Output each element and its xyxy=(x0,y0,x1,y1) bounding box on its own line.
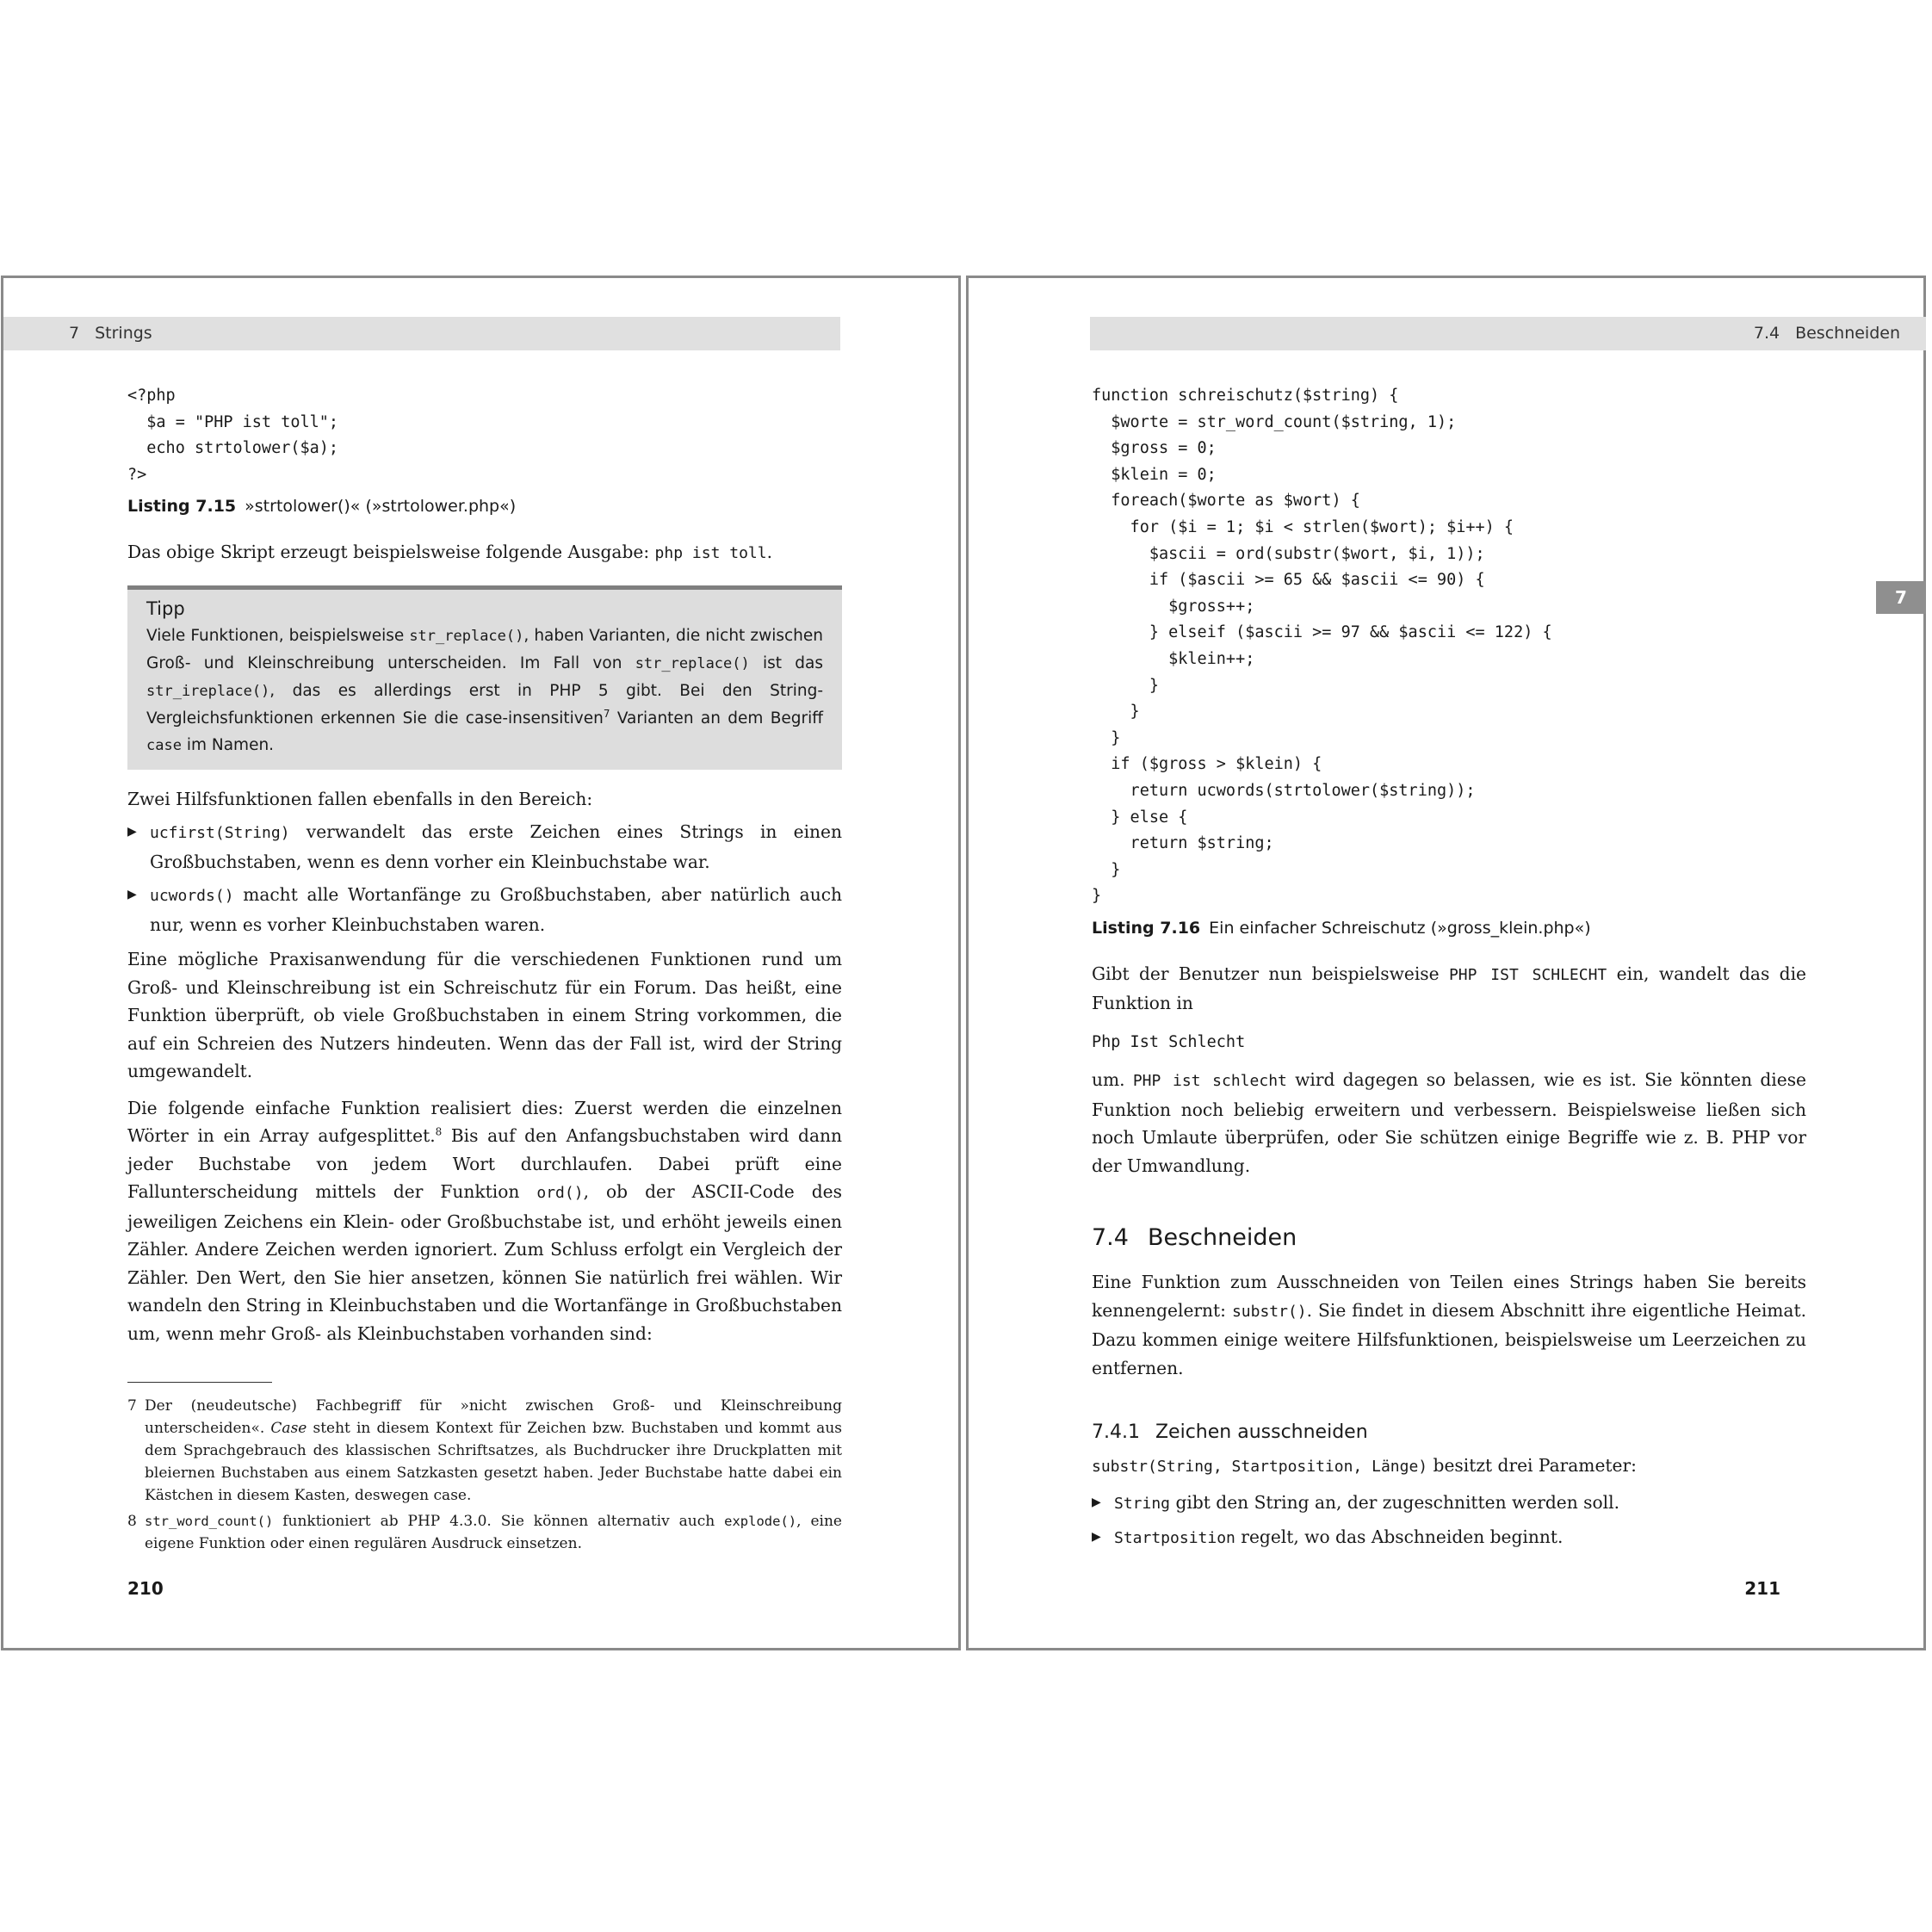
listing-label: Listing 7.16 xyxy=(1092,918,1201,938)
footnote-emphasis: Case xyxy=(270,1420,307,1437)
bullet-arrow-icon: ▶ xyxy=(127,825,137,839)
inline-code: ucwords() xyxy=(150,887,234,906)
footnote-8 xyxy=(127,1510,842,1555)
section-heading xyxy=(1092,1224,1806,1251)
code-listing-7-15: <?php $a = "PHP ist toll"; echo strtolower($a); ?> xyxy=(127,387,339,484)
chapter-title: Strings xyxy=(95,324,152,343)
listing-text: »strtolower()« (»strtolower.php«) xyxy=(245,497,517,517)
list-item-text: regelt, wo das Abschneiden beginnt. xyxy=(1235,1526,1564,1548)
footnotes xyxy=(127,1382,842,1555)
list-item xyxy=(1092,1489,1806,1519)
footnote-rule xyxy=(127,1382,272,1383)
paragraph-text: um. xyxy=(1092,1069,1133,1091)
inline-code: substr() xyxy=(1231,1302,1307,1321)
paragraph-text: Gibt der Benutzer nun beispielsweise xyxy=(1092,963,1449,984)
inline-code: str_replace() xyxy=(409,627,524,645)
right-page xyxy=(966,276,1926,1650)
tip-title: Tipp xyxy=(146,598,185,619)
left-content xyxy=(127,383,842,1347)
listing-caption-7-15 xyxy=(127,497,842,516)
subsection-heading xyxy=(1092,1421,1806,1443)
list-item-text: verwandelt das erste Zeichen eines Strings in einen Großbuchstaben, wenn es denn vorher ein Kleinbuchstabe war. xyxy=(150,821,842,872)
paragraph-praxis: Eine mögliche Praxisanwendung für die verschiedenen Funktionen rund um Groß- und Kleinschreibung ist ein Schreischutz für ein Forum. Das heißt, eine Funktion überprüft, ob viele Großbuchstaben in einem String vorkommen, die auf ein Schreien des Nutzers hindeuten. Wenn das der Fall ist, wird der String umgewandelt. xyxy=(127,949,842,1082)
paragraph-text: Das obige Skript erzeugt beispielsweise folgende Ausgabe: xyxy=(127,542,655,563)
footnote-text: Der (neudeutsche) Fachbegriff für »nicht zwischen Groß- und Kleinschreibung unterscheiden«. xyxy=(145,1397,842,1437)
tip-text-part: im Namen. xyxy=(181,735,275,754)
footnote-ref[interactable]: 8 xyxy=(435,1125,443,1138)
tip-text-part: , haben Varianten, die nicht zwischen Groß- und Kleinschreibung unterscheiden. Im Fall von xyxy=(146,626,823,672)
footnote-text: , eine eigene Funktion oder einen regulären Ausdruck einsetzen. xyxy=(145,1513,842,1552)
inline-code: String xyxy=(1114,1494,1171,1513)
inline-code: str_ireplace() xyxy=(146,682,270,700)
heading-title: Beschneiden xyxy=(1147,1224,1297,1252)
paragraph-text: ein, wandelt das die Funktion in xyxy=(1092,963,1807,1014)
list-item xyxy=(127,818,842,876)
inline-code: Startposition xyxy=(1114,1529,1235,1548)
right-content xyxy=(1092,383,1806,1560)
code-output: Php Ist Schlecht xyxy=(1092,1032,1246,1051)
bullet-list-left xyxy=(127,818,842,938)
inline-code: explode() xyxy=(724,1514,797,1529)
left-page xyxy=(1,276,961,1650)
inline-code: PHP IST SCHLECHT xyxy=(1448,965,1607,984)
inline-code: case xyxy=(146,736,182,754)
inline-code: substr(String, Startposition, Länge) xyxy=(1092,1458,1428,1477)
heading-number: 7.4.1 xyxy=(1092,1421,1140,1444)
chapter-thumb-tab: 7 xyxy=(1876,581,1926,614)
paragraph-substr xyxy=(1092,1452,1806,1482)
list-item xyxy=(127,881,842,938)
paragraph-um xyxy=(1092,1066,1806,1180)
paragraph-text: Eine Funktion zum Ausschneiden von Teilen eines Strings haben Sie bereits kennengelernt: xyxy=(1092,1272,1806,1321)
tip-text-part: ist das xyxy=(749,653,823,672)
tip-box xyxy=(127,585,842,770)
inline-code: str_word_count() xyxy=(145,1514,274,1529)
heading-title: Zeichen ausschneiden xyxy=(1155,1421,1368,1444)
footnote-ref[interactable]: 7 xyxy=(603,707,610,720)
tip-text xyxy=(146,622,823,759)
footnote-text: funktioniert ab PHP 4.3.0. Sie können alternativ auch xyxy=(273,1513,725,1530)
footnote-text: steht in diesem Kontext für Zeichen bzw. Buchstaben und kommt aus dem Sprachgebrauch des klassischen Schriftsatzes, als Buchdrucker ihre Druckplatten mit bleiernen Buchstaben aus einem Satzkasten gesetzt haben. Jeder Buchstabe hatte dabei ein Kästchen in diesem Kasten, deswegen case. xyxy=(145,1420,842,1504)
running-head-left xyxy=(3,317,840,350)
heading-number: 7.4 xyxy=(1092,1224,1129,1252)
paragraph-text: . xyxy=(766,542,773,563)
list-item-text: gibt den String an, der zugeschnitten werden soll. xyxy=(1170,1491,1619,1513)
paragraph-text: . Sie findet in diesem Abschnitt ihre eigentliche Heimat. Dazu kommen einige weitere Hilfsfunktionen, beispielsweise um Leerzeichen zu entfernen. xyxy=(1092,1299,1806,1378)
inline-code: php ist toll xyxy=(654,544,767,563)
inline-code: str_replace() xyxy=(635,654,750,672)
footnote-number: 7 xyxy=(127,1397,137,1415)
paragraph-section xyxy=(1092,1268,1806,1382)
paragraph-helpers: Zwei Hilfsfunktionen fallen ebenfalls in den Bereich: xyxy=(127,788,593,809)
listing-label: Listing 7.15 xyxy=(127,497,237,517)
inline-code: ucfirst(String) xyxy=(150,824,290,843)
page-number-right: 211 xyxy=(1744,1578,1780,1599)
paragraph-function xyxy=(127,1094,842,1348)
bullet-list-right xyxy=(1092,1489,1806,1553)
paragraph-input xyxy=(1092,960,1806,1018)
bullet-arrow-icon: ▶ xyxy=(1092,1495,1101,1509)
tip-text-part: Viele Funktionen, beispielsweise xyxy=(146,626,410,645)
paragraph-text: wird dagegen so belassen, wie es ist. Sie könnten diese Funktion noch beliebig erweitern und verbessern. Beispielsweise ließen sich noch Umlaute überprüfen, oder Sie schützen einige Begriffe wie z. B. PHP vor der Umwandlung. xyxy=(1092,1069,1806,1176)
bullet-arrow-icon: ▶ xyxy=(127,888,137,902)
paragraph-text: , ob der ASCII-Code des jeweiligen Zeichens ein Klein- oder Großbuchstabe ist, und erhöht jeweils einen Zähler. Andere Zeichen werden ignoriert. Zum Schluss erfolgt ein Vergleich der Zähler. Den Wert, den Sie hier ansetzen, können Sie natürlich frei wählen. Wir wandeln den String in Kleinbuchstaben und die Wortanfänge in Großbuchstaben um, wenn mehr Groß- als Kleinbuchstaben vorhanden sind: xyxy=(127,1181,842,1344)
listing-caption-7-16 xyxy=(1092,919,1806,938)
section-title: Beschneiden xyxy=(1795,324,1900,343)
inline-code: ord() xyxy=(536,1184,584,1203)
footnote-7 xyxy=(127,1395,842,1507)
bullet-arrow-icon: ▶ xyxy=(1092,1530,1101,1545)
list-item xyxy=(1092,1523,1806,1553)
list-item-text: macht alle Wortanfänge zu Großbuchstaben, aber natürlich auch nur, wenn es vorher Kleinbuchstaben waren. xyxy=(150,884,842,935)
tip-text-part: , das es allerdings erst in PHP 5 gibt. Bei den String-Vergleichsfunktionen erkennen Sie die case-insensitiven xyxy=(146,681,823,728)
tip-text-part: Varianten an dem Begriff xyxy=(610,709,823,728)
running-head-right xyxy=(1090,317,1926,350)
paragraph-text: Die folgende einfache Funktion realisiert dies: Zuerst werden die einzelnen Wörter in ein Array aufgesplittet. xyxy=(127,1097,842,1147)
inline-code: PHP ist schlecht xyxy=(1132,1072,1287,1091)
paragraph-text: besitzt drei Parameter: xyxy=(1427,1455,1637,1477)
chapter-number: 7 xyxy=(69,324,80,343)
page-number-left: 210 xyxy=(127,1578,164,1599)
listing-text: Ein einfacher Schreischutz (»gross_klein.php«) xyxy=(1209,918,1591,938)
paragraph-output xyxy=(127,538,842,568)
paragraph-text: Bis auf den Anfangsbuchstaben wird dann jeder Buchstabe von jedem Wort durchlaufen. Dabei prüft eine Fallunterscheidung mittels der Funktion xyxy=(127,1125,842,1203)
code-listing-7-16: function schreischutz($string) { $worte = str_word_count($string, 1); $gross = 0; $klein = 0; foreach($worte as $wort) { for ($i = 1; $i < strlen($wort); $i++) { $ascii = ord(substr($wort, $i, 1)); if ($ascii >= 65 && $ascii <= 90) { $gross++; } elseif ($ascii >= 97 && $ascii <= 122) { $klein++; } } } if ($gross > $klein) { return ucwords(strtolower($string)); } else { return $string; } } xyxy=(1092,387,1552,906)
section-number: 7.4 xyxy=(1753,324,1780,343)
footnote-number: 8 xyxy=(127,1513,137,1530)
